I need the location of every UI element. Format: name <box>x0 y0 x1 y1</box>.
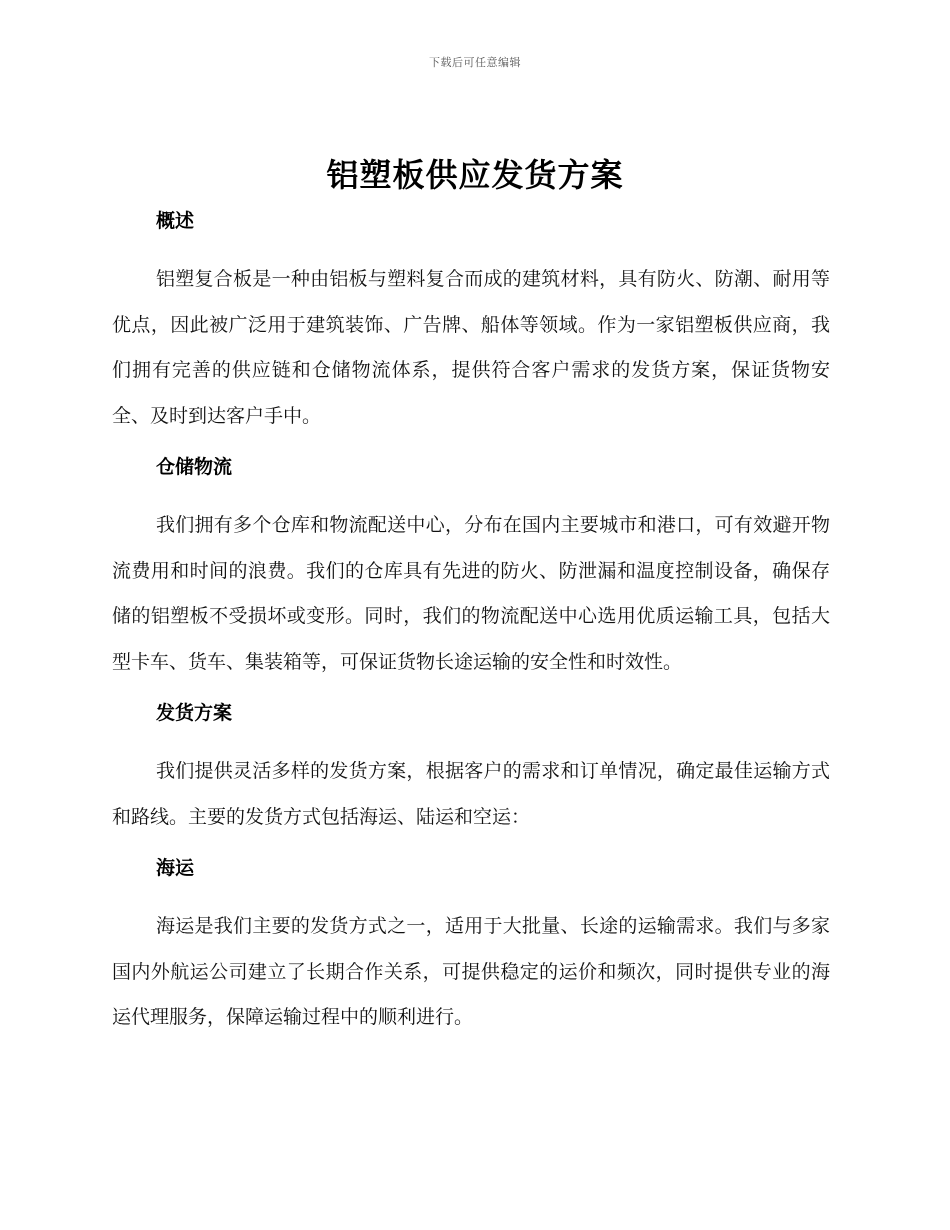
section-warehouse-logistics <box>112 451 830 697</box>
page-title: 铝塑板供应发货方案 <box>326 156 624 194</box>
section-heading: 概述 <box>156 210 195 232</box>
header-note: 下载后可任意编辑 <box>429 56 521 69</box>
section-sea-freight <box>112 852 830 1041</box>
section-paragraph: 我们拥有多个仓库和物流配送中心，分布在国内主要城市和港口，可有效避开物流费用和时间的浪费。我们的仓库具有先进的防火、防泄漏和温度控制设备，确保存储的铝塑板不受损坏或变形。同时，我们的物流配送中心选用优质运输工具，包括大型卡车、货车、集装箱等，可保证货物长途运输的安全性和时效性。 <box>112 514 830 673</box>
section-paragraph: 铝塑复合板是一种由铝板与塑料复合而成的建筑材料，具有防火、防潮、耐用等优点，因此被广泛用于建筑装饰、广告牌、船体等领域。作为一家铝塑板供应商，我们拥有完善的供应链和仓储物流体系，提供符合客户需求的发货方案，保证货物安全、及时到达客户手中。 <box>112 268 830 427</box>
section-shipping-plan <box>112 697 830 852</box>
section-heading: 仓储物流 <box>156 456 233 478</box>
section-paragraph: 我们提供灵活多样的发货方案，根据客户的需求和订单情况，确定最佳运输方式和路线。主要的发货方式包括海运、陆运和空运： <box>112 760 830 828</box>
section-overview <box>112 205 830 451</box>
document-body <box>112 205 830 1041</box>
section-heading: 海运 <box>156 857 195 879</box>
section-paragraph: 海运是我们主要的发货方式之一，适用于大批量、长途的运输需求。我们与多家国内外航运公司建立了长期合作关系，可提供稳定的运价和频次，同时提供专业的海运代理服务，保障运输过程中的顺利进行。 <box>112 915 830 1028</box>
section-heading: 发货方案 <box>156 702 233 724</box>
